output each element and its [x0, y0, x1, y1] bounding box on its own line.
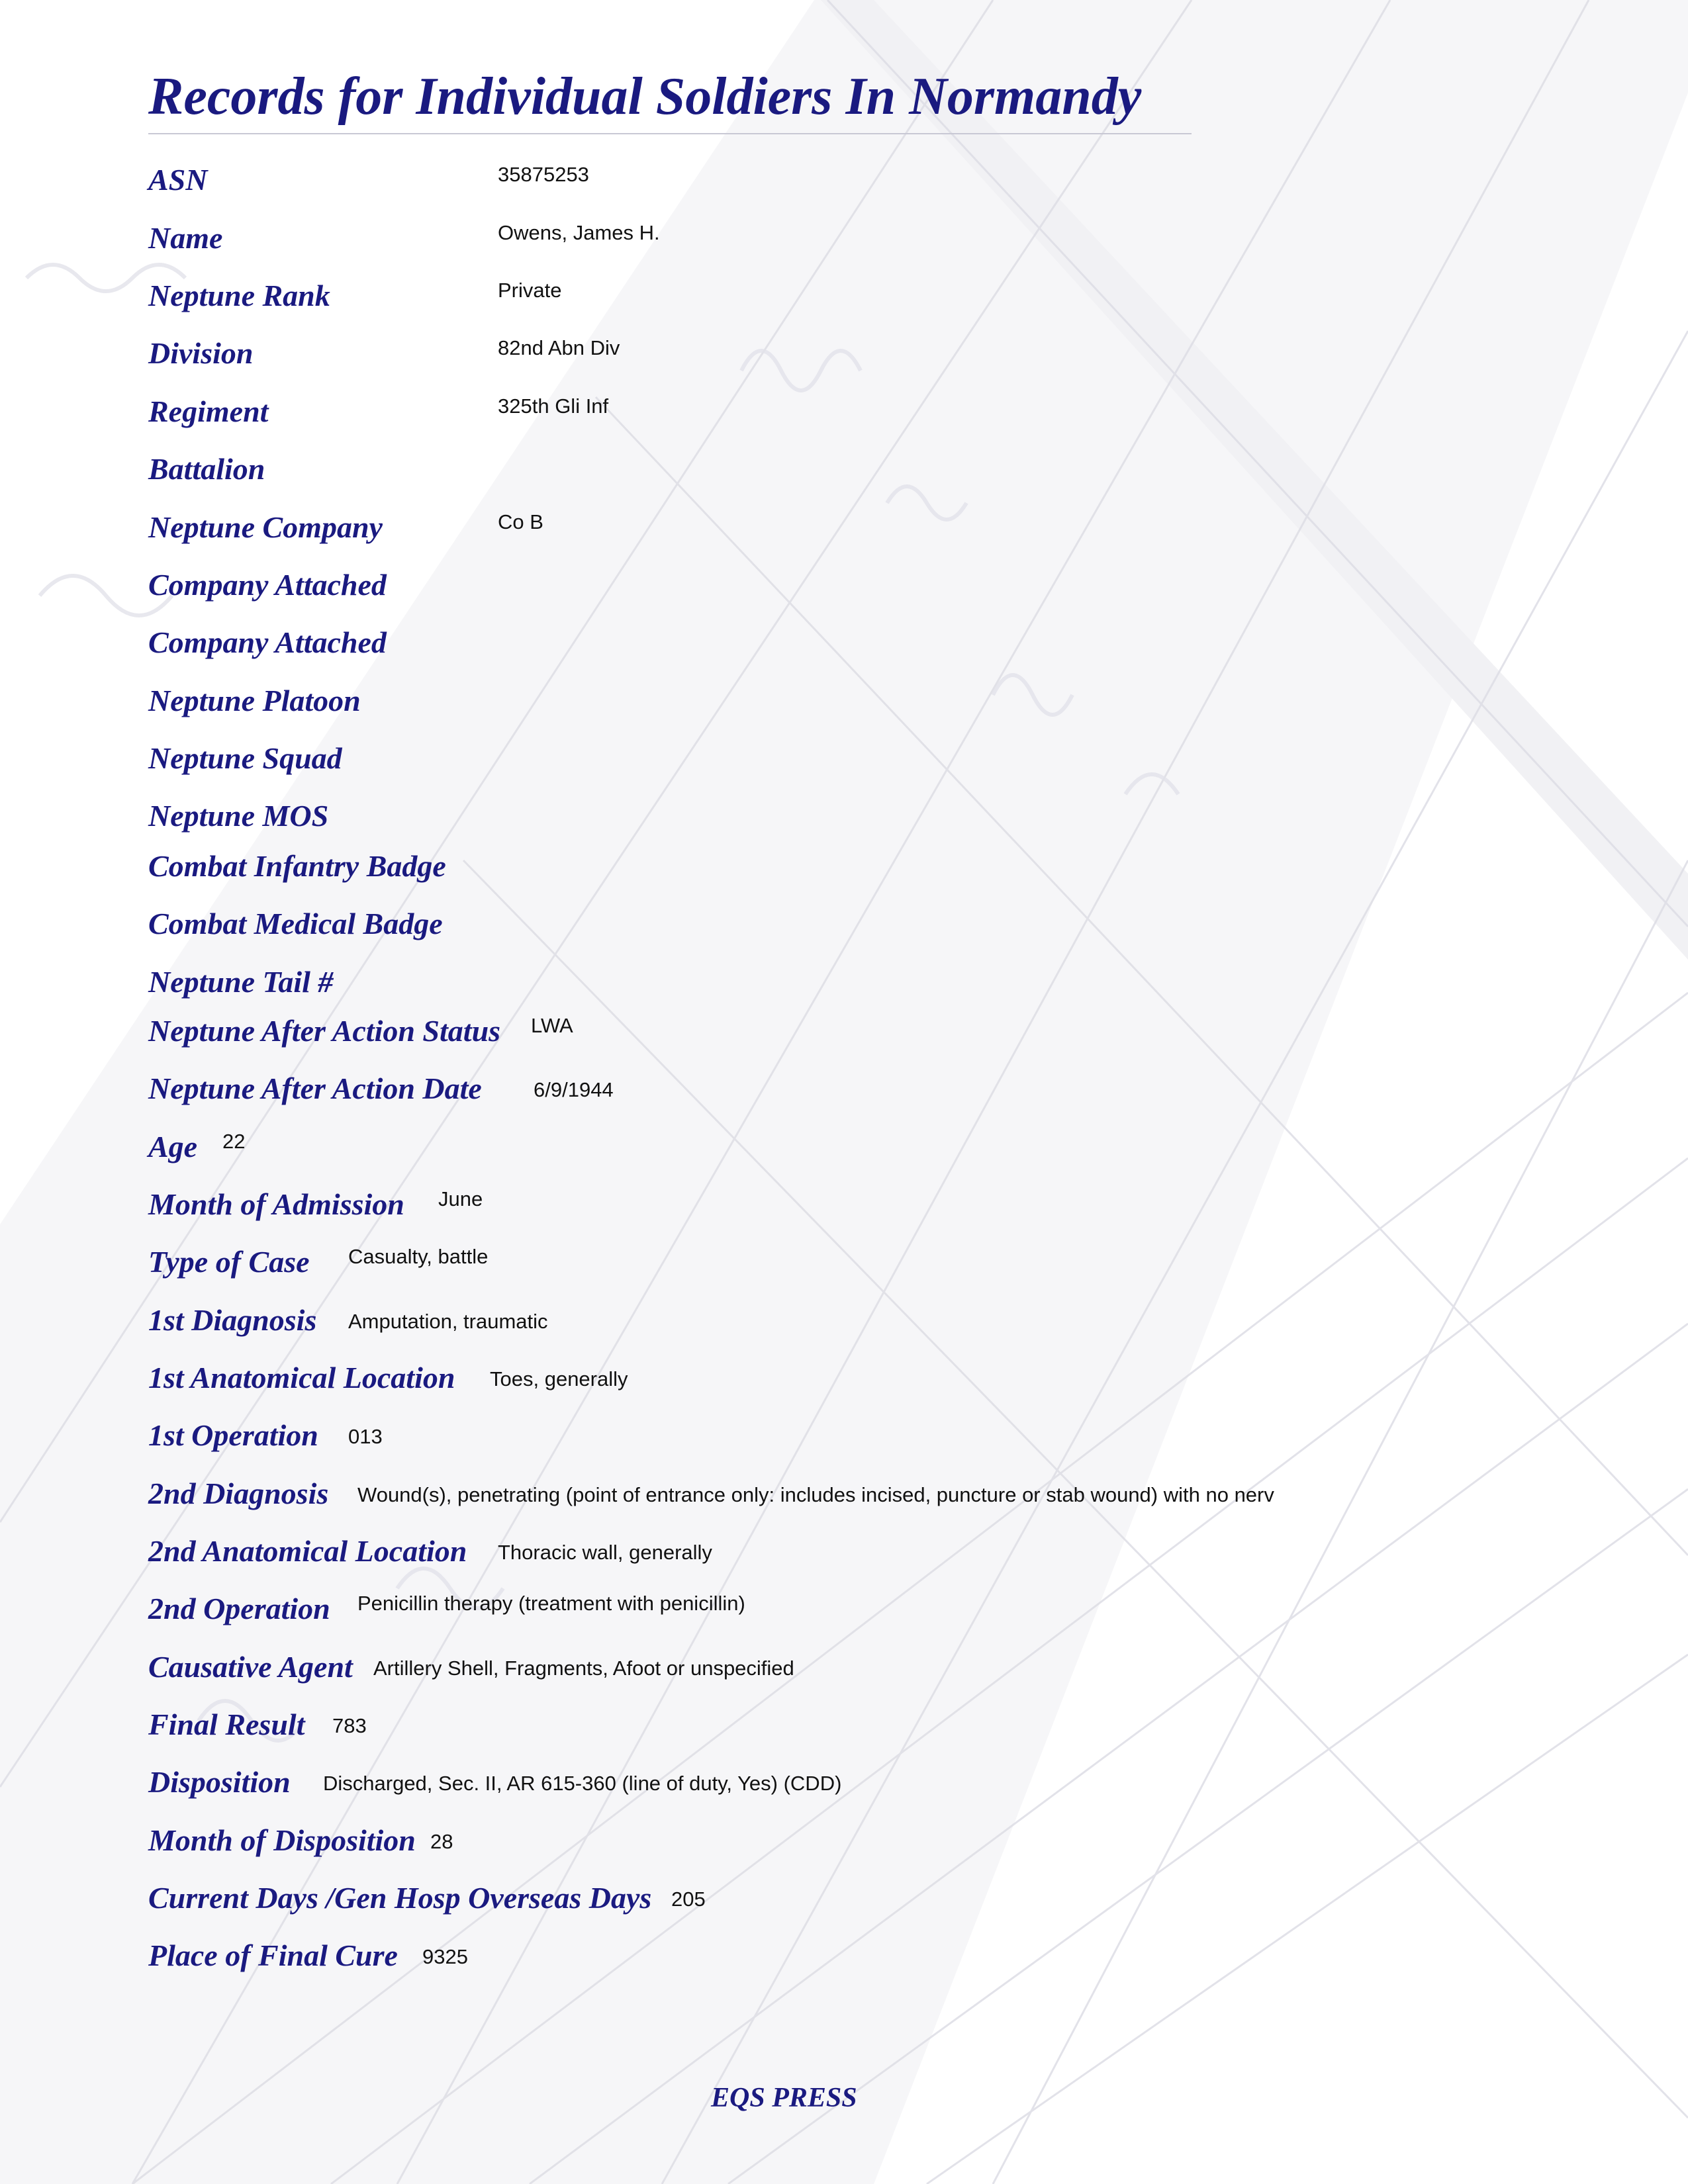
field-value-2nd-anatomical-location: Thoracic wall, generally: [498, 1541, 712, 1564]
field-label-neptune-squad: Neptune Squad: [148, 741, 342, 775]
field-value-place-of-final-cure: 9325: [422, 1945, 468, 1968]
field-value-neptune-company: Co B: [498, 510, 543, 533]
field-label-after-action-status: Neptune After Action Status: [148, 1014, 501, 1048]
field-label-2nd-diagnosis: 2nd Diagnosis: [148, 1477, 329, 1510]
publisher-footer: EQS PRESS: [711, 2083, 857, 2113]
field-label-company-attached-2: Company Attached: [148, 625, 387, 659]
field-label-2nd-operation: 2nd Operation: [148, 1592, 330, 1625]
field-label-1st-diagnosis: 1st Diagnosis: [148, 1303, 317, 1337]
field-value-1st-anatomical-location: Toes, generally: [490, 1367, 628, 1390]
field-label-combat-medical-badge: Combat Medical Badge: [148, 907, 443, 940]
field-label-division: Division: [148, 336, 254, 370]
field-label-2nd-anatomical-location: 2nd Anatomical Location: [148, 1534, 467, 1568]
field-value-2nd-diagnosis: Wound(s), penetrating (point of entrance only: includes incised, puncture or stab wound) with no nerv: [357, 1483, 1274, 1506]
field-label-name: Name: [148, 221, 223, 255]
field-value-name: Owens, James H.: [498, 221, 660, 244]
field-value-current-days: 205: [671, 1888, 706, 1911]
field-value-causative-agent: Artillery Shell, Fragments, Afoot or unspecified: [373, 1657, 794, 1680]
field-value-final-result: 783: [332, 1714, 367, 1737]
field-label-age: Age: [148, 1130, 198, 1163]
document-title: Records for Individual Soldiers In Normandy: [148, 68, 1142, 126]
field-value-after-action-date: 6/9/1944: [534, 1078, 614, 1101]
field-value-1st-diagnosis: Amputation, traumatic: [348, 1310, 548, 1333]
field-value-age: 22: [222, 1130, 246, 1153]
field-label-combat-infantry-badge: Combat Infantry Badge: [148, 849, 446, 883]
field-value-neptune-rank: Private: [498, 279, 562, 302]
field-label-company-attached: Company Attached: [148, 568, 387, 602]
field-value-2nd-operation: Penicillin therapy (treatment with penicillin): [357, 1592, 745, 1615]
field-label-battalion: Battalion: [148, 452, 265, 486]
field-value-regiment: 325th Gli Inf: [498, 394, 609, 418]
field-value-disposition: Discharged, Sec. II, AR 615-360 (line of duty, Yes) (CDD): [323, 1772, 842, 1795]
field-label-place-of-final-cure: Place of Final Cure: [148, 1938, 398, 1972]
field-value-type-of-case: Casualty, battle: [348, 1245, 489, 1268]
field-value-month-of-disposition: 28: [430, 1830, 453, 1853]
field-label-disposition: Disposition: [148, 1765, 291, 1799]
field-value-after-action-status: LWA: [531, 1014, 573, 1037]
field-label-current-days: Current Days /Gen Hosp Overseas Days: [148, 1881, 652, 1915]
field-value-1st-operation: 013: [348, 1425, 383, 1448]
field-label-neptune-platoon: Neptune Platoon: [148, 684, 361, 717]
field-label-after-action-date: Neptune After Action Date: [148, 1071, 482, 1105]
field-value-division: 82nd Abn Div: [498, 336, 620, 359]
field-label-1st-operation: 1st Operation: [148, 1418, 318, 1452]
field-value-month-of-admission: June: [438, 1187, 483, 1210]
field-label-neptune-rank: Neptune Rank: [148, 279, 330, 312]
field-label-neptune-mos: Neptune MOS: [148, 799, 329, 833]
field-label-neptune-company: Neptune Company: [148, 510, 383, 544]
field-label-1st-anatomical-location: 1st Anatomical Location: [148, 1361, 455, 1394]
field-label-final-result: Final Result: [148, 1707, 305, 1741]
field-label-month-of-admission: Month of Admission: [148, 1187, 404, 1221]
field-label-regiment: Regiment: [148, 394, 269, 428]
field-label-causative-agent: Causative Agent: [148, 1650, 353, 1684]
title-divider: [148, 133, 1192, 134]
field-label-neptune-tail-number: Neptune Tail #: [148, 965, 334, 999]
field-label-month-of-disposition: Month of Disposition: [148, 1823, 416, 1857]
field-value-asn: 35875253: [498, 163, 589, 186]
field-label-asn: ASN: [148, 163, 208, 197]
field-label-type-of-case: Type of Case: [148, 1245, 310, 1279]
